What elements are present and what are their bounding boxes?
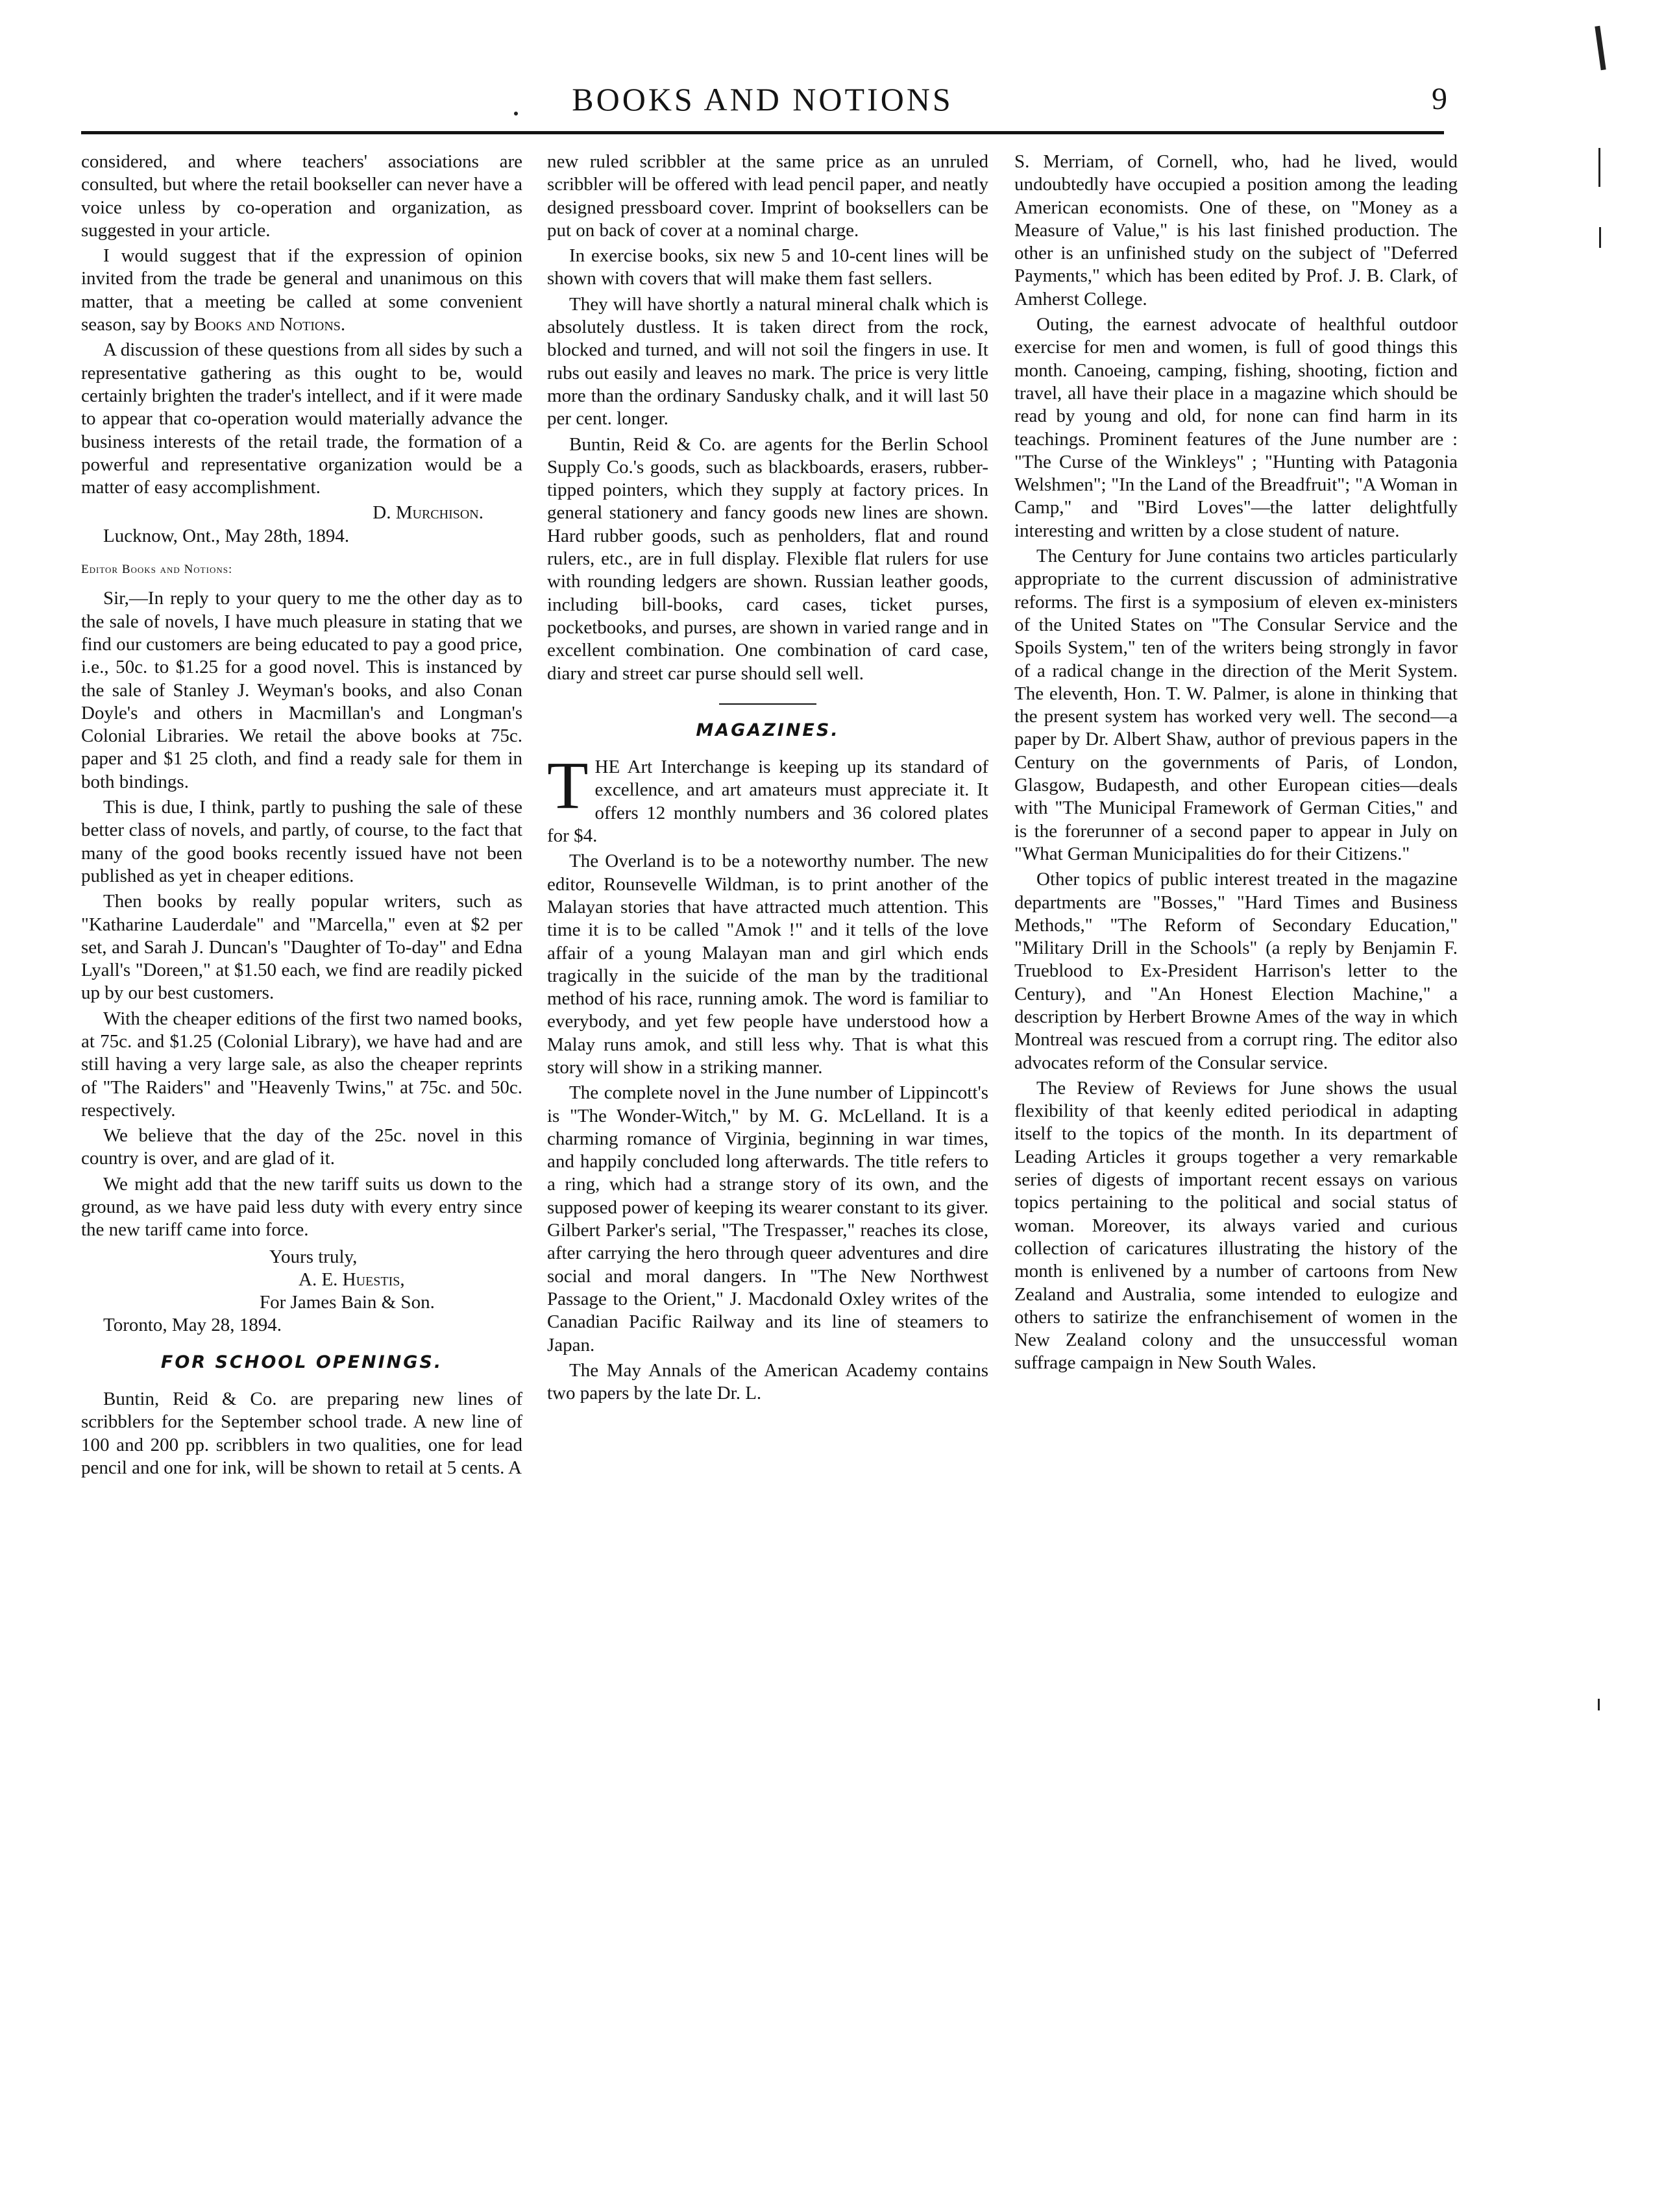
paragraph: The Century for June contains two articles particularly appropriate to the current discussion of administrative reforms. The first is a symposium of eleven ex-ministers of the United States on "The Consular Service and the Spoils System," ten of the writers being strongly in favor of a radical change in the direction of the Merit System. The eleventh, Hon. T. W. Palmer, is alone in thinking that the present system has worked very well. The second—a paper by Dr. Albert Shaw, author of previous papers in the Century on the governments of Paris, of London, Glasgow, Budapesth, and other European cities—deals with "The Municipal Framework of German Cities," and is the forerunner of a second paper to appear in July on "What German Municipalities do for their Citizens."	[1014, 546, 1458, 864]
column-1	[81, 151, 522, 2169]
column-3	[1014, 151, 1458, 2169]
scan-mark	[1598, 1699, 1600, 1710]
letter-closing: Yours truly,	[269, 1246, 358, 1267]
section-heading: FOR SCHOOL OPENINGS.	[160, 1352, 443, 1372]
paragraph: We might add that the new tariff suits us down to the ground, as we have paid less duty with every entry since the new tariff came into force.	[81, 1173, 522, 1241]
paragraph: This is due, I think, partly to pushing the sale of these better class of novels, and partly, of course, to the fact that many of the good books recently issued have not been published as yet in cheaper editions.	[81, 797, 522, 886]
paragraph: We believe that the day of the 25c. novel in this country is over, and are glad of it.	[81, 1125, 522, 1169]
letter-salutation: Editor Books and Notions:	[81, 563, 233, 577]
paragraph: A discussion of these questions from all sides by such a representative gathering as this ought to be, would certainly brighten the trader's intellect, and if it were made to appear that co-operation would materially advance the business interests of the retail trade, the formation of a powerful and representative organization would be a matter of easy accomplishment.	[81, 339, 522, 498]
signature-name: A. E. Huestis,	[299, 1269, 405, 1290]
running-title: BOOKS AND NOTIONS	[572, 81, 953, 117]
paragraph	[81, 245, 522, 336]
paragraph-text: I would suggest that if the expression of opinion invited from the trade be general and unanimous on this matter, that a meeting be called at some convenient season, say by	[81, 245, 522, 335]
signature-place-date: Lucknow, Ont., May 28th, 1894.	[103, 525, 350, 546]
publication-name: Books and Notions.	[193, 314, 346, 335]
section-heading: MAGAZINES.	[696, 720, 840, 740]
paragraph-text: HE Art Interchange is keeping up its standard of excellence, and art amateurs must appreciate it. It offers 12 monthly numbers and 36 colored plates for $4.	[547, 757, 988, 847]
paragraph: With the cheaper editions of the first two named books, at 75c. and $1.25 (Colonial Library), we have had and are still having a very large sale, as also the cheaper reprints of "The Raiders" and "Heavenly Twins," at 75c. and 50c. respectively.	[81, 1008, 522, 1121]
page-number: 9	[1432, 82, 1447, 116]
scan-mark	[514, 112, 518, 115]
column-2	[547, 151, 988, 2169]
signature-firm: For James Bain & Son.	[260, 1291, 435, 1313]
paragraph: Sir,—In reply to your query to me the other day as to the sale of novels, I have much pleasure in stating that we find our customers are being educated to pay a good price, i.e., 50c. to $1.25 for a good novel. This is instanced by the sale of Stanley J. Weyman's books, and also Conan Doyle's and others in Macmillan's and Longman's Colonial Libraries. We retail the above books at 75c. paper and $1 25 cloth, and find a ready sale for them in both bindings.	[81, 588, 522, 792]
signature-place-date: Toronto, May 28, 1894.	[103, 1314, 282, 1335]
paragraph: They will have shortly a natural mineral chalk which is absolutely dustless. It is taken direct from the rock, blocked and turned, and will not soil the fingers in use. It rubs out easily and leaves no mark. The price is very little more than the ordinary Sandusky chalk, and it will last 50 per cent. longer.	[547, 293, 988, 430]
paragraph: The Overland is to be a noteworthy number. The new editor, Rounsevelle Wildman, is to print another of the Malayan stories that have attracted much attention. This time it is to be called "Amok !" and it tells of the love affair of a young Malayan man and girl which ends tragically in the suicide of the man by the traditional method of his race, running amok. The word is familiar to everybody, and yet few people have understood how a Malay runs amok, and still less why. That is what this story will show in a striking manner.	[547, 851, 988, 1078]
section-divider	[719, 703, 816, 705]
scan-mark	[1598, 148, 1600, 187]
scan-mark	[1595, 26, 1606, 70]
header-rule	[81, 131, 1444, 134]
drop-cap: T	[547, 748, 589, 823]
paragraph: new ruled scribbler at the same price as an unruled scribbler will be offered with lead pencil paper, and neatly designed pressboard cover. Imprint of booksellers can be put on back of cover at a nominal charge.	[547, 151, 988, 241]
paragraph: Then books by really popular writers, such as "Katharine Lauderdale" and "Marcella," even at $2 per set, and Sarah J. Duncan's "Daughter of To-day" and Edna Lyall's "Doreen," at $1.50 each, we find are readily picked up by our best customers.	[81, 891, 522, 1004]
scan-mark	[1599, 227, 1601, 248]
paragraph: considered, and where teachers' associations are consulted, but where the retail bookseller can never have a voice unless by co-operation and organization, as suggested in your article.	[81, 151, 522, 241]
signature-name: D. Murchison.	[373, 502, 483, 524]
paragraph: The Review of Reviews for June shows the usual flexibility of that keenly edited periodical in adapting itself to the topics of the month. In its department of Leading Articles it groups together a very remarkable series of digests of important recent essays on various topics pertaining to the political and social status of woman. Moreover, its always varied and curious collection of caricatures illustrating the history of the month is enlivened by a number of cartoons from New Zealand and Australia, some intended to eulogize and others to satirize the enfranchisement of women in the New Zealand colony and the unsuccessful woman suffrage campaign in New South Wales.	[1014, 1077, 1458, 1374]
paragraph: Other topics of public interest treated in the magazine departments are "Bosses," "Hard Times and Business Methods," "The Reform of Secondary Education," "Military Drill in the Schools" (a reply by Benjamin F. Trueblood to Ex-President Harrison's letter to the Century), and "An Honest Election Machine," a description by Herbert Browne Ames of the way in which Montreal was rescued from a corrupt ring. The editor also advocates reform of the Consular service.	[1014, 869, 1458, 1073]
letter-signature-block	[81, 1246, 522, 1337]
page-header	[78, 77, 1447, 122]
paragraph	[547, 748, 988, 847]
paragraph: Outing, the earnest advocate of healthful outdoor exercise for men and women, is full of good things this month. Canoeing, camping, fishing, shooting, fiction and travel, all have their place in a magazine which should be read by young and old, for none can find harm in its teachings. Prominent features of the June number are : "The Curse of the Winkleys" ; "Hunting with Patagonia Welshmen"; "In the Land of the Breadfruit"; "A Woman in Camp," and "Bird Loves"—the latter delightfully interesting and written by a close student of nature.	[1014, 314, 1458, 541]
paragraph: Buntin, Reid & Co. are agents for the Berlin School Supply Co.'s goods, such as blackboards, erasers, rubber-tipped pointers, which they supply at factory prices. In general stationery and fancy goods new lines are shown. Hard rubber goods, such as penholders, flat and round rulers, etc., are in full display. Flexible flat rulers for use with rounding ledgers are shown. Russian leather goods, including bill-books, card cases, ticket purses, pocketbooks, and purses, are shown in varied range and in excellent combination. One combination of card case, diary and street car purse should sell well.	[547, 433, 988, 684]
paragraph: Buntin, Reid & Co. are preparing new lines of scribblers for the September school trade. A new line of 100 and 200 pp. scribblers in two qualities, one for lead pencil and one for ink, will be shown to retail at 5 cents. A	[81, 1388, 522, 1478]
paragraph: The complete novel in the June number of Lippincott's is "The Wonder-Witch," by M. G. McLelland. It is a charming romance of Virginia, beginning in war times, and happily concluded long afterwards. The title refers to a ring, which had a strange story of its own, and the supposed power of keeping its wearer constant to its giver. Gilbert Parker's serial, "The Trespasser," reaches its close, after carrying the hero through queer adventures and dire social and moral dangers. In "The New Northwest Passage to the Orient," J. Macdonald Oxley writes of the Canadian Pacific Railway and its line of steamers to Japan.	[547, 1082, 988, 1355]
paragraph: In exercise books, six new 5 and 10-cent lines will be shown with covers that will make them fast sellers.	[547, 245, 988, 289]
paragraph: The May Annals of the American Academy contains two papers by the late Dr. L.	[547, 1359, 988, 1404]
paragraph: S. Merriam, of Cornell, who, had he lived, would undoubtedly have occupied a position among the leading American economists. One of these, on "Money as a Measure of Value," is his last finished production. The other is an unfinished study on the subject of "Deferred Payments," which has been edited by Prof. J. B. Clark, of Amherst College.	[1014, 151, 1458, 310]
